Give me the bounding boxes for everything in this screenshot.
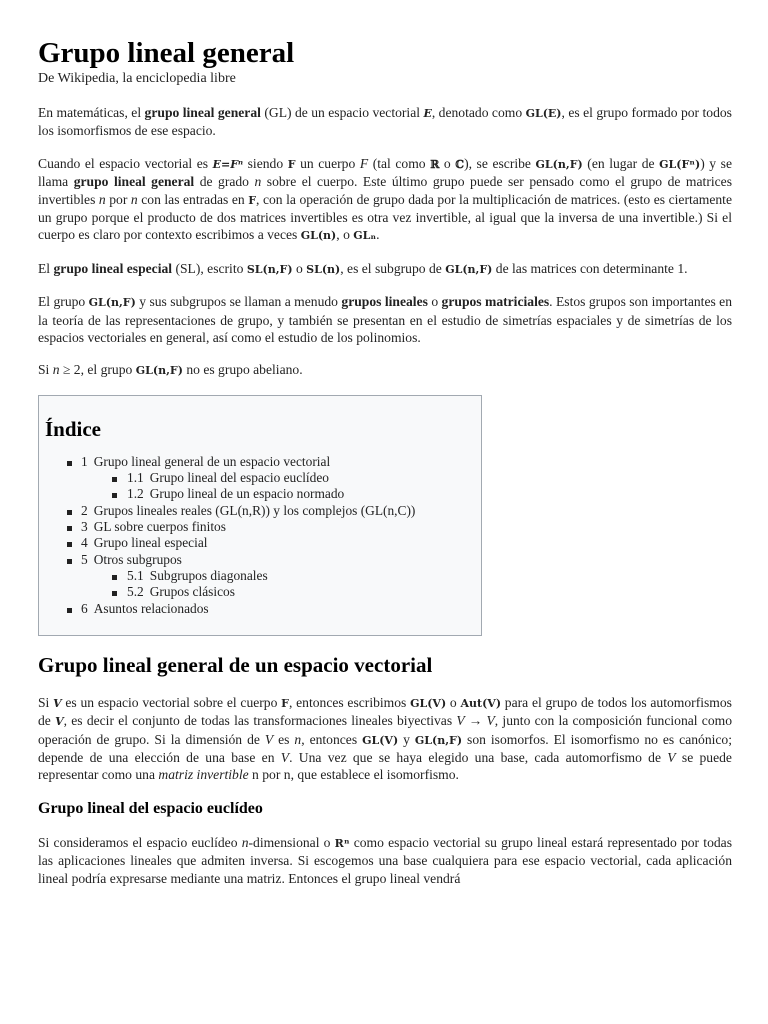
intro-paragraph-1: En matemáticas, el grupo lineal general (GL) de un espacio vectorial E, denotado como GL(E), es el grupo formado por todos los isomorfismos de ese espacio. <box>38 105 732 139</box>
toc-item-5-2[interactable]: 5.2 Grupos clásicos <box>45 584 481 600</box>
toc-item-1[interactable]: 1 Grupo lineal general de un espacio vectorial <box>45 454 481 470</box>
toc-item-6[interactable]: 6 Asuntos relacionados <box>45 601 481 617</box>
section-heading-1-1: Grupo lineal del espacio euclídeo <box>38 799 263 817</box>
toc-list <box>45 454 481 617</box>
toc-item-1-1[interactable]: 1.1 Grupo lineal del espacio euclídeo <box>45 470 481 486</box>
toc-item-3[interactable]: 3 GL sobre cuerpos finitos <box>45 519 481 535</box>
toc-item-5-1[interactable]: 5.1 Subgrupos diagonales <box>45 568 481 584</box>
page-title: Grupo lineal general <box>38 37 295 69</box>
toc-item-1-2[interactable]: 1.2 Grupo lineal de un espacio normado <box>45 486 481 502</box>
section-heading-1: Grupo lineal general de un espacio vectorial <box>38 652 433 677</box>
intro-paragraph-4: El grupo GL(n,F) y sus subgrupos se llaman a menudo grupos lineales o grupos matriciales. Estos grupos son importantes en la teoría de las representaciones de grupo, y también se presentan en el estudio de simetrías espaciales y de simetrías de los espacios vectoriales en general, así como el estudio de los polinomios. <box>38 294 733 346</box>
toc-item-2[interactable]: 2 Grupos lineales reales (GL(n,R)) y los complejos (GL(n,C)) <box>45 503 481 519</box>
table-of-contents <box>38 395 482 636</box>
intro-paragraph-3: El grupo lineal especial (SL), escrito SL(n,F) o SL(n), es el subgrupo de GL(n,F) de las matrices con determinante 1. <box>38 260 688 276</box>
section-1-paragraph: Si V es un espacio vectorial sobre el cuerpo F, entonces escribimos GL(V) o Aut(V) para el grupo de todos los automorfismos de V, es decir el conjunto de todas las transformaciones lineales biyectivas V → V, junto con la composición funcional como operación de grupo. Si la dimensión de V es n, entonces GL(V) y GL(n,F) son isomorfos. El isomorfismo no es canónico; depende de una elección de una base en V. Una vez que se haya elegido una base, cada automorfismo de V se puede representar como una matriz invertible n por n, que establece el isomorfismo. <box>38 694 732 783</box>
toc-item-5[interactable]: 5 Otros subgrupos <box>45 552 481 568</box>
intro-paragraph-2: Cuando el espacio vectorial es E=Fⁿ siendo F un cuerpo F (tal como ℝ o ℂ), se escribe GL(n,F) (en lugar de GL(Fⁿ)) y se llama grupo lineal general de grado n sobre el cuerpo. Este último grupo puede ser pensado como el grupo de matrices invertibles n por n con las entradas en F, con la operación de grupo dada por la multiplicación de matrices. (esto es ciertamente un grupo porque el producto de dos matrices invertibles es otra vez invertible, al igual que la inversa de una invertible.) Si el cuerpo es claro por contexto escribimos a veces GL(n), o GLₙ. <box>38 155 732 243</box>
toc-item-4[interactable]: 4 Grupo lineal especial <box>45 535 481 551</box>
toc-title: Índice <box>45 416 102 441</box>
article <box>38 30 732 902</box>
section-1-1-paragraph: Si consideramos el espacio euclídeo n-dimensional o Rⁿ como espacio vectorial su grupo lineal estará representado por todas las aplicaciones lineales que admiten inversa. Si escogemos una base cualquiera para ese espacio vectorial, cada aplicación lineal podría expresarse mediante una matriz. Entonces el grupo lineal vendrá <box>38 834 732 886</box>
page-subtitle: De Wikipedia, la enciclopedia libre <box>38 71 236 86</box>
intro-paragraph-5: Si n ≥ 2, el grupo GL(n,F) no es grupo abeliano. <box>38 362 303 378</box>
